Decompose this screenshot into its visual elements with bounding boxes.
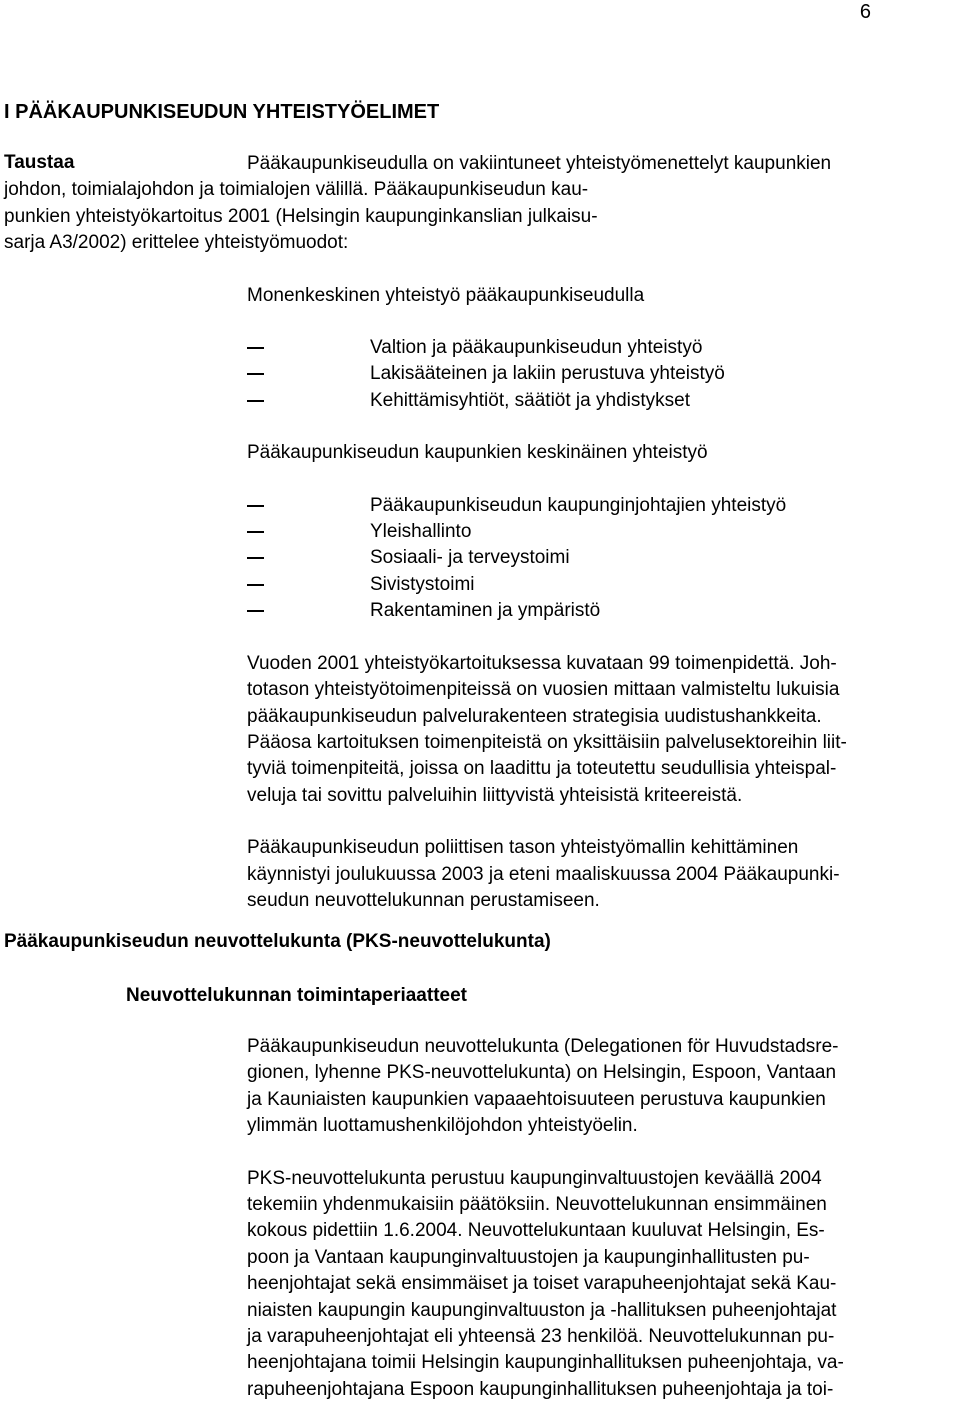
paragraph-line: ja varapuheenjohtajat eli yhteensä 23 henkilöä. Neuvottelukunnan pu- (247, 1326, 835, 1348)
paragraph-line: totason yhteistyötoimenpiteissä on vuosien mittaan valmisteltu lukuisia (247, 679, 840, 701)
paragraph-line: heenjohtajat sekä ensimmäiset ja toiset varapuheenjohtajat sekä Kau- (247, 1273, 837, 1295)
paragraph-line: ylimmän luottamushenkilöjohdon yhteistyöelin. (247, 1115, 638, 1137)
dash-bullet-icon (247, 584, 264, 586)
paragraph-line: gionen, lyhenne PKS-neuvottelukunta) on Helsingin, Espoon, Vantaan (247, 1062, 837, 1084)
dash-bullet-icon (247, 347, 264, 349)
paragraph-line: tyviä toimenpiteitä, joissa on laadittu ja toteutettu seudullisia yhteispal- (247, 758, 837, 780)
dash-bullet-icon (247, 531, 264, 533)
dash-bullet-icon (247, 557, 264, 559)
paragraph-line: poon ja Vantaan kaupunginvaltuustojen ja kaupunginhallitusten pu- (247, 1246, 810, 1268)
side-label-taustaa: Taustaa (4, 152, 75, 173)
group1-title: Monenkeskinen yhteistyö pääkaupunkiseudulla (247, 284, 645, 306)
paragraph-line: seudun neuvottelukunnan perustamiseen. (247, 889, 600, 911)
list-item: Kehittämisyhtiöt, säätiöt ja yhdistykset (247, 388, 957, 414)
paragraph-line: pääkaupunkiseudun palvelurakenteen strategisia uudistushankkeita. (247, 705, 822, 727)
dash-bullet-icon (247, 373, 264, 375)
group2-title: Pääkaupunkiseudun kaupunkien keskinäinen yhteistyö (247, 442, 708, 464)
paragraph-line: heenjohtajana toimii Helsingin kaupunginhallituksen puheenjohtaja, va- (247, 1352, 844, 1374)
paragraph-line: tekemiin yhdenmukaisiin päätöksiin. Neuvottelukunnan ensimmäinen (247, 1194, 827, 1216)
paragraph-line: ja Kauniaisten kaupunkien vapaaehtoisuuteen perustuva kaupunkien (247, 1088, 826, 1110)
section-heading: Pääkaupunkiseudun neuvottelukunta (PKS-neuvottelukunta) (4, 931, 551, 952)
sub-heading: Neuvottelukunnan toimintaperiaatteet (126, 985, 467, 1006)
dash-bullet-icon (247, 505, 264, 507)
list-item: Lakisääteinen ja lakiin perustuva yhteistyö (247, 361, 957, 387)
paragraph-line: veluja tai sovittu palveluihin liittyvistä yhteisistä kriteereistä. (247, 784, 743, 806)
paragraph-line: Vuoden 2001 yhteistyökartoituksessa kuvataan 99 toimenpidettä. Joh- (247, 652, 837, 674)
paragraph-line: Pääosa kartoituksen toimenpiteistä on yksittäisiin palvelusektoreihin liit- (247, 731, 847, 753)
paragraph-line: rapuheenjohtajana Espoon kaupunginhallituksen puheenjohtaja ja toi- (247, 1378, 834, 1400)
paragraph-members (247, 1166, 957, 1403)
paragraph-line: PKS-neuvottelukunta perustuu kaupunginvaltuustojen keväällä 2004 (247, 1167, 822, 1189)
chapter-title: I PÄÄKAUPUNKISEUDUN YHTEISTYÖELIMET (4, 101, 440, 123)
intro-line: sarja A3/2002) erittelee yhteistyömuodot: (4, 232, 349, 254)
paragraph-delegation (247, 1034, 957, 1140)
group2-list (247, 493, 957, 625)
dash-bullet-icon (247, 400, 264, 402)
list-item: Valtion ja pääkaupunkiseudun yhteistyö (247, 335, 957, 361)
intro-line: punkien yhteistyökartoitus 2001 (Helsingin kaupunginkanslian julkaisu- (4, 205, 598, 227)
paragraph-survey (247, 651, 957, 809)
paragraph-line: Pääkaupunkiseudun neuvottelukunta (Delegationen för Huvudstadsre- (247, 1036, 839, 1057)
intro-line: Pääkaupunkiseudulla on vakiintuneet yhteistyömenettelyt kaupunkien (247, 153, 832, 174)
paragraph-line: Pääkaupunkiseudun poliittisen tason yhteistyömallin kehittäminen (247, 837, 799, 859)
list-item: Sivistystoimi (247, 572, 957, 598)
list-item: Pääkaupunkiseudun kaupunginjohtajien yhteistyö (247, 493, 957, 519)
group1-list (247, 335, 957, 414)
list-item: Yleishallinto (247, 519, 957, 545)
dash-bullet-icon (247, 610, 264, 612)
list-item: Sosiaali- ja terveystoimi (247, 545, 957, 571)
paragraph-line: kokous pidettiin 1.6.2004. Neuvottelukuntaan kuuluvat Helsingin, Es- (247, 1220, 825, 1242)
intro-line: johdon, toimialajohdon ja toimialojen välillä. Pääkaupunkiseudun kau- (4, 179, 589, 201)
delegation-section (247, 1034, 957, 1403)
page-number: 6 (859, 1, 871, 23)
paragraph-line: niaisten kaupungin kaupunginvaltuuston ja -hallituksen puheenjohtajat (247, 1299, 837, 1321)
paragraph-political-model (247, 835, 957, 914)
list-item: Rakentaminen ja ympäristö (247, 598, 957, 624)
paragraph-line: käynnistyi joulukuussa 2003 ja eteni maaliskuussa 2004 Pääkaupunki- (247, 863, 840, 885)
